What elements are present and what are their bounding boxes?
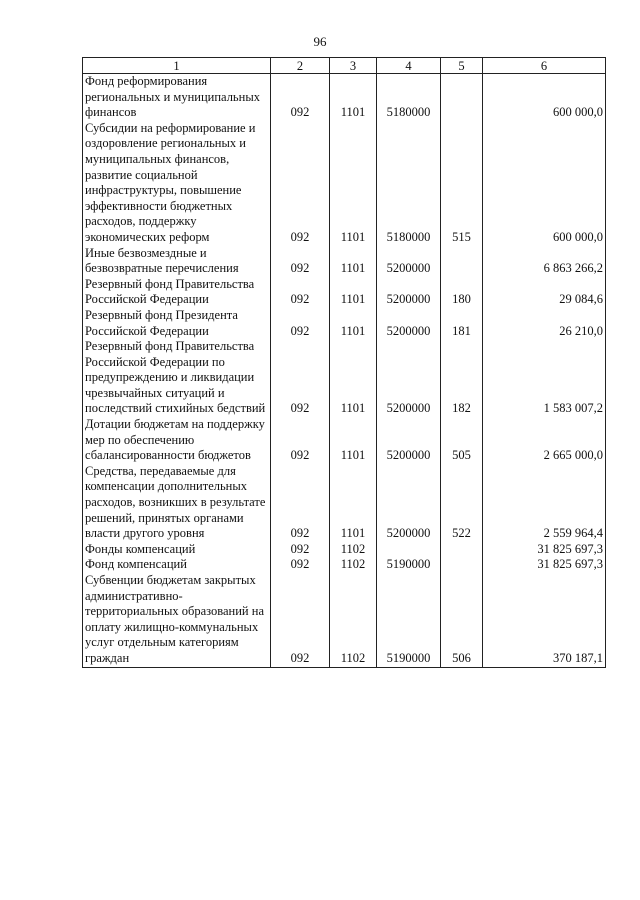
table-row	[83, 417, 606, 464]
row-name: Резервный фонд Правительства Российской Федерации по предупреждению и ликвидации чрезвычайных ситуаций и последствий стихийных бедствий	[83, 339, 271, 417]
row-amount: 600 000,0	[483, 121, 606, 246]
row-expense-type-code: 515	[441, 121, 483, 246]
row-expense-type-code: 182	[441, 339, 483, 417]
row-ministry-code: 092	[271, 246, 330, 277]
table-row	[83, 339, 606, 417]
row-section-code: 1101	[330, 308, 377, 339]
row-ministry-code: 092	[271, 339, 330, 417]
row-target-code: 5200000	[377, 339, 441, 417]
row-ministry-code: 092	[271, 542, 330, 558]
row-expense-type-code	[441, 557, 483, 573]
row-amount: 370 187,1	[483, 573, 606, 667]
table-row	[83, 464, 606, 542]
page-number: 96	[313, 34, 327, 49]
row-ministry-code: 092	[271, 74, 330, 121]
row-name: Субвенции бюджетам закрытых административно-территориальных образований на оплату жилищно-коммунальных услуг отдельным категориям граждан	[83, 573, 271, 667]
row-ministry-code: 092	[271, 417, 330, 464]
table-row	[83, 121, 606, 246]
row-target-code: 5200000	[377, 277, 441, 308]
row-ministry-code: 092	[271, 557, 330, 573]
row-target-code	[377, 542, 441, 558]
column-header-5: 5	[441, 58, 483, 74]
row-section-code: 1101	[330, 121, 377, 246]
row-target-code: 5180000	[377, 121, 441, 246]
row-section-code: 1101	[330, 339, 377, 417]
column-header-6: 6	[483, 58, 606, 74]
row-target-code: 5190000	[377, 557, 441, 573]
column-header-4: 4	[377, 58, 441, 74]
row-ministry-code: 092	[271, 277, 330, 308]
row-target-code: 5200000	[377, 417, 441, 464]
row-section-code: 1102	[330, 542, 377, 558]
row-ministry-code: 092	[271, 464, 330, 542]
row-expense-type-code	[441, 246, 483, 277]
row-ministry-code: 092	[271, 573, 330, 667]
table-row	[83, 573, 606, 667]
row-section-code: 1101	[330, 74, 377, 121]
column-header-1: 1	[83, 58, 271, 74]
row-expense-type-code: 181	[441, 308, 483, 339]
table-row	[83, 74, 606, 121]
table-row	[83, 246, 606, 277]
row-target-code: 5200000	[377, 246, 441, 277]
column-header-3: 3	[330, 58, 377, 74]
row-name: Фонд реформирования региональных и муниципальных финансов	[83, 74, 271, 121]
row-expense-type-code: 180	[441, 277, 483, 308]
column-header-2: 2	[271, 58, 330, 74]
row-amount: 6 863 266,2	[483, 246, 606, 277]
row-section-code: 1101	[330, 417, 377, 464]
row-amount: 26 210,0	[483, 308, 606, 339]
row-amount: 600 000,0	[483, 74, 606, 121]
row-amount: 1 583 007,2	[483, 339, 606, 417]
row-ministry-code: 092	[271, 308, 330, 339]
row-name: Фонд компенсаций	[83, 557, 271, 573]
table-row	[83, 557, 606, 573]
row-target-code: 5200000	[377, 308, 441, 339]
row-target-code: 5180000	[377, 74, 441, 121]
row-expense-type-code: 506	[441, 573, 483, 667]
row-name: Субсидии на реформирование и оздоровление региональных и муниципальных финансов, развитие социальной инфраструктуры, повышение эффективности бюджетных расходов, поддержку экономических реформ	[83, 121, 271, 246]
row-expense-type-code: 522	[441, 464, 483, 542]
row-expense-type-code	[441, 542, 483, 558]
row-section-code: 1101	[330, 277, 377, 308]
row-section-code: 1101	[330, 246, 377, 277]
table-header-row	[83, 58, 606, 74]
row-section-code: 1102	[330, 557, 377, 573]
row-amount: 2 665 000,0	[483, 417, 606, 464]
table-row	[83, 542, 606, 558]
row-section-code: 1101	[330, 464, 377, 542]
row-section-code: 1102	[330, 573, 377, 667]
table-row	[83, 277, 606, 308]
row-ministry-code: 092	[271, 121, 330, 246]
budget-table	[82, 57, 606, 668]
row-target-code: 5200000	[377, 464, 441, 542]
row-expense-type-code	[441, 74, 483, 121]
row-amount: 31 825 697,3	[483, 542, 606, 558]
row-target-code: 5190000	[377, 573, 441, 667]
row-name: Резервный фонд Президента Российской Федерации	[83, 308, 271, 339]
row-name: Дотации бюджетам на поддержку мер по обеспечению сбалансированности бюджетов	[83, 417, 271, 464]
row-name: Фонды компенсаций	[83, 542, 271, 558]
row-amount: 29 084,6	[483, 277, 606, 308]
table-row	[83, 308, 606, 339]
row-amount: 31 825 697,3	[483, 557, 606, 573]
row-expense-type-code: 505	[441, 417, 483, 464]
row-name: Средства, передаваемые для компенсации дополнительных расходов, возникших в результате решений, принятых органами власти другого уровня	[83, 464, 271, 542]
row-name: Резервный фонд Правительства Российской Федерации	[83, 277, 271, 308]
row-name: Иные безвозмездные и безвозвратные перечисления	[83, 246, 271, 277]
row-amount: 2 559 964,4	[483, 464, 606, 542]
